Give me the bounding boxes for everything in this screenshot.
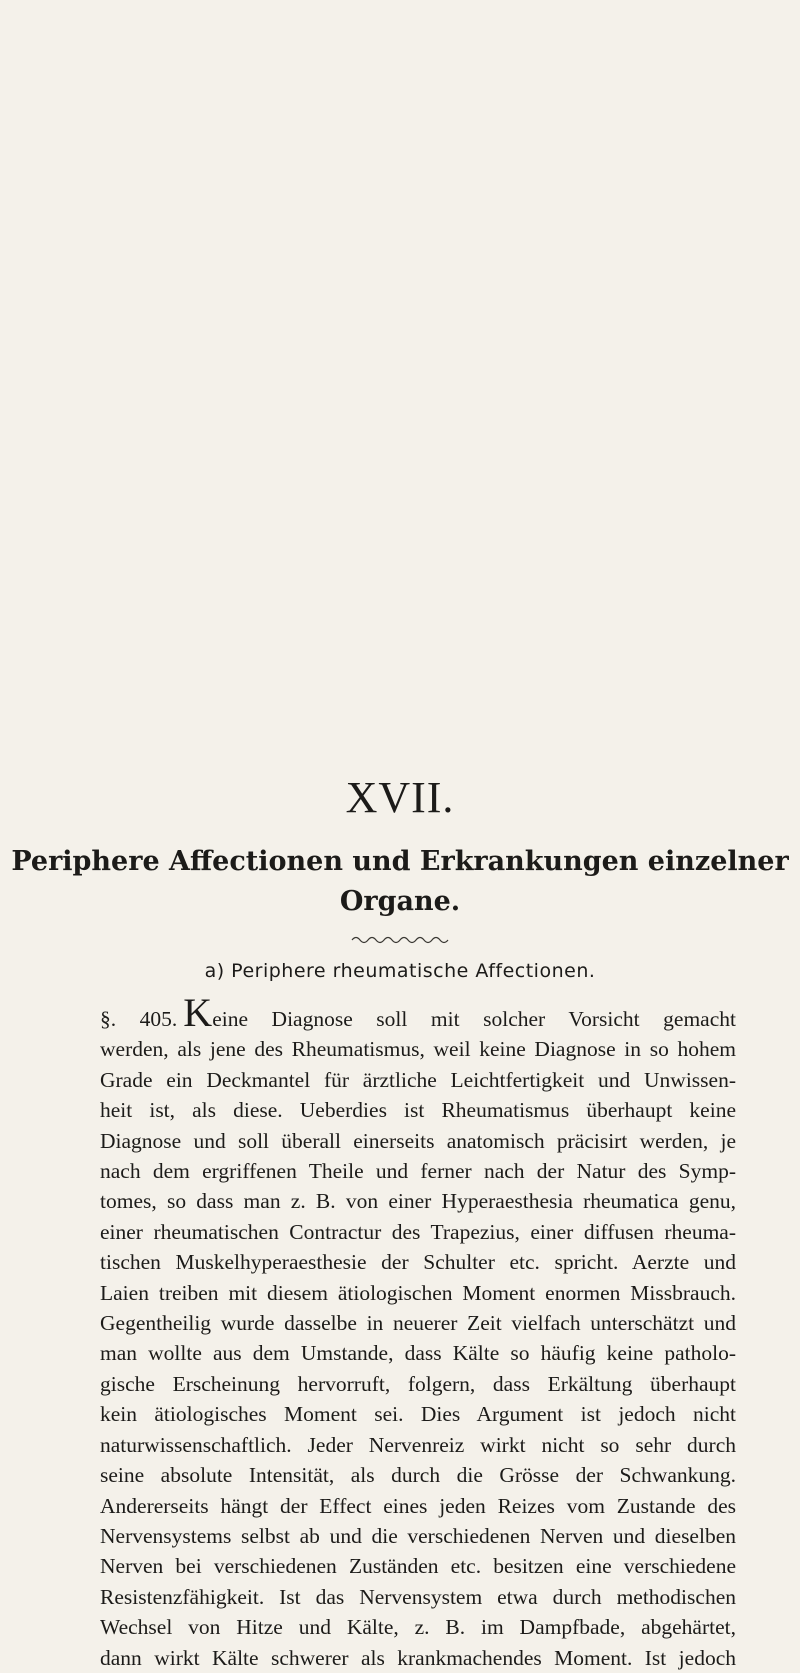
text-line: tomes, so dass man z. B. von einer Hyperaesthesia rheumatica genu, [100,1189,736,1214]
text-line: tischen Muskelhyperaesthesie der Schulter etc. spricht. Aerzte und [100,1250,736,1275]
paragraph-number: §. 405. [100,1007,178,1031]
text-line: einer rheumatischen Contractur des Trapezius, einer diffusen rheuma- [100,1219,736,1244]
text-line: Nerven bei verschiedenen Zuständen etc. besitzen eine verschiedene [100,1554,736,1579]
wavy-divider-ornament [350,934,450,946]
text-line: Gegentheilig wurde dasselbe in neuerer Zeit vielfach unterschätzt und [100,1311,736,1336]
paragraph-first-line [100,990,736,1035]
section-heading: a) Periphere rheumatische Affectionen. [204,960,596,982]
text-line: naturwissenschaftlich. Jeder Nervenreiz wirkt nicht so sehr durch [100,1432,736,1457]
chapter-title-line-1: Periphere Affectionen und Erkrankungen einzelner [11,846,789,877]
text-line: werden, als jene des Rheumatismus, weil keine Diagnose in so hohem [100,1037,736,1062]
text-line: Nervensystems selbst ab und die verschiedenen Nerven und dieselben [100,1523,736,1548]
text-line: gische Erscheinung hervorruft, folgern, dass Erkältung überhaupt [100,1371,736,1396]
text-line: Andererseits hängt der Effect eines jeden Reizes vom Zustande des [100,1493,736,1518]
text-line: Wechsel von Hitze und Kälte, z. B. im Dampfbade, abgehärtet, [100,1615,736,1640]
text-line: Laien treiben mit diesem ätiologischen Moment enormen Missbrauch. [100,1280,736,1305]
chapter-title-line-2: Organe. [339,886,461,917]
text-line: dann wirkt Kälte schwerer als krankmachendes Moment. Ist jedoch [100,1645,736,1670]
text-line: Diagnose und soll überall einerseits anatomisch präcisirt werden, je [100,1128,736,1153]
text-line: Grade ein Deckmantel für ärztliche Leichtfertigkeit und Unwissen- [100,1067,736,1092]
paragraph-405 [100,990,736,1673]
paragraph-first-line-text: eine Diagnose soll mit solcher Vorsicht gemacht [212,1007,736,1031]
chapter-title [0,842,800,922]
text-line: man wollte aus dem Umstande, dass Kälte so häufig keine patholo- [100,1341,736,1366]
drop-cap-letter: K [183,990,213,1035]
chapter-number: XVII. [345,773,455,822]
text-line: seine absolute Intensität, als durch die Grösse der Schwankung. [100,1463,736,1488]
text-line: Resistenzfähigkeit. Ist das Nervensystem etwa durch methodischen [100,1584,736,1609]
text-line: kein ätiologisches Moment sei. Dies Argument ist jedoch nicht [100,1402,736,1427]
text-line: nach dem ergriffenen Theile und ferner nach der Natur des Symp- [100,1159,736,1184]
text-line: heit ist, als diese. Ueberdies ist Rheumatismus überhaupt keine [100,1098,736,1123]
